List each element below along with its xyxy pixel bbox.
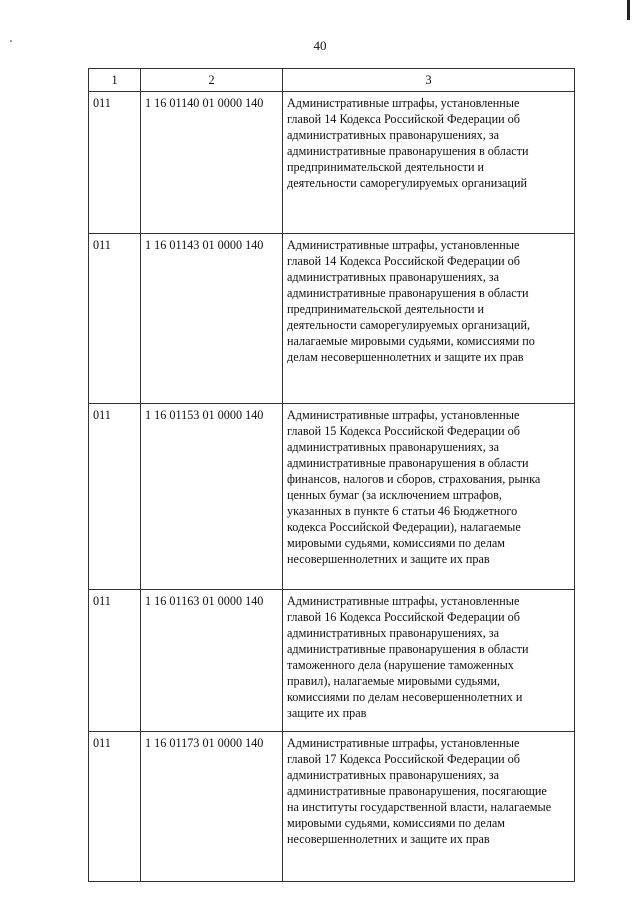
description-line: несовершеннолетних и защите их прав bbox=[287, 552, 490, 566]
description-cell bbox=[283, 92, 575, 234]
description-line: административных правонарушениях, за bbox=[287, 768, 500, 782]
admin-code-cell: 011 bbox=[89, 92, 141, 234]
description-line: комиссиями по делам несовершеннолетних и bbox=[287, 690, 523, 704]
scan-corner-mark bbox=[627, 0, 630, 20]
description-line: несовершеннолетних и защите их прав bbox=[287, 832, 490, 846]
column-header-3: 3 bbox=[283, 69, 575, 92]
description-line: деятельности саморегулируемых организаций, bbox=[287, 318, 531, 332]
table-header-row bbox=[89, 69, 575, 92]
description-line: административные правонарушения в области bbox=[287, 456, 529, 470]
description-line: главой 14 Кодекса Российской Федерации об bbox=[287, 254, 520, 268]
description-line: налагаемые мировыми судьями, комиссиями по bbox=[287, 334, 535, 348]
admin-code-cell: 011 bbox=[89, 234, 141, 404]
description-line: главой 16 Кодекса Российской Федерации об bbox=[287, 610, 520, 624]
column-header-1: 1 bbox=[89, 69, 141, 92]
budget-code-cell: 1 16 01143 01 0000 140 bbox=[141, 234, 283, 404]
description-line: административные правонарушения в области bbox=[287, 642, 529, 656]
column-header-2: 2 bbox=[141, 69, 283, 92]
description-line: Административные штрафы, установленные bbox=[287, 96, 520, 110]
budget-code-cell: 1 16 01140 01 0000 140 bbox=[141, 92, 283, 234]
description-line: Административные штрафы, установленные bbox=[287, 408, 520, 422]
description-line: административных правонарушениях, за bbox=[287, 626, 500, 640]
description-line: кодекса Российской Федерации), налагаемые bbox=[287, 520, 521, 534]
description-line: предпринимательской деятельности и bbox=[287, 302, 485, 316]
description-line: мировыми судьями, комиссиями по делам bbox=[287, 536, 506, 550]
description-line: административные правонарушения в области bbox=[287, 144, 529, 158]
description-line: ценных бумаг (за исключением штрафов, bbox=[287, 488, 502, 502]
description-cell bbox=[283, 732, 575, 882]
description-line: защите их прав bbox=[287, 706, 367, 720]
description-line: деятельности саморегулируемых организаций bbox=[287, 176, 528, 190]
budget-code-cell: 1 16 01173 01 0000 140 bbox=[141, 732, 283, 882]
admin-code-cell: 011 bbox=[89, 732, 141, 882]
table-row bbox=[89, 234, 575, 404]
description-line: таможенного дела (нарушение таможенных bbox=[287, 658, 514, 672]
description-line: предпринимательской деятельности и bbox=[287, 160, 485, 174]
budget-code-cell: 1 16 01153 01 0000 140 bbox=[141, 404, 283, 590]
description-line: главой 15 Кодекса Российской Федерации об bbox=[287, 424, 520, 438]
description-line: главой 14 Кодекса Российской Федерации об bbox=[287, 112, 520, 126]
page-number: 40 bbox=[313, 38, 327, 53]
description-line: финансов, налогов и сборов, страхования, рынка bbox=[287, 472, 541, 486]
description-line: Административные штрафы, установленные bbox=[287, 594, 520, 608]
table-row bbox=[89, 590, 575, 732]
description-line: административных правонарушениях, за bbox=[287, 440, 500, 454]
description-line: мировыми судьями, комиссиями по делам bbox=[287, 816, 506, 830]
description-line: делам несовершеннолетних и защите их прав bbox=[287, 350, 524, 364]
table-row bbox=[89, 732, 575, 882]
description-line: административные правонарушения в области bbox=[287, 286, 529, 300]
description-line: главой 17 Кодекса Российской Федерации об bbox=[287, 752, 520, 766]
description-line: административных правонарушениях, за bbox=[287, 128, 500, 142]
description-line: указанных в пункте 6 статьи 46 Бюджетного bbox=[287, 504, 518, 518]
admin-code-cell: 011 bbox=[89, 404, 141, 590]
description-line: Административные штрафы, установленные bbox=[287, 238, 520, 252]
description-line: на институты государственной власти, налагаемые bbox=[287, 800, 552, 814]
description-cell bbox=[283, 234, 575, 404]
description-line: Административные штрафы, установленные bbox=[287, 736, 520, 750]
description-cell bbox=[283, 404, 575, 590]
budget-classification-table bbox=[88, 68, 575, 882]
description-line: административные правонарушения, посягающие bbox=[287, 784, 547, 798]
admin-code-cell: 011 bbox=[89, 590, 141, 732]
description-cell bbox=[283, 590, 575, 732]
description-line: правил), налагаемые мировыми судьями, bbox=[287, 674, 501, 688]
table-row bbox=[89, 92, 575, 234]
description-line: административных правонарушениях, за bbox=[287, 270, 500, 284]
table-row bbox=[89, 404, 575, 590]
budget-code-cell: 1 16 01163 01 0000 140 bbox=[141, 590, 283, 732]
